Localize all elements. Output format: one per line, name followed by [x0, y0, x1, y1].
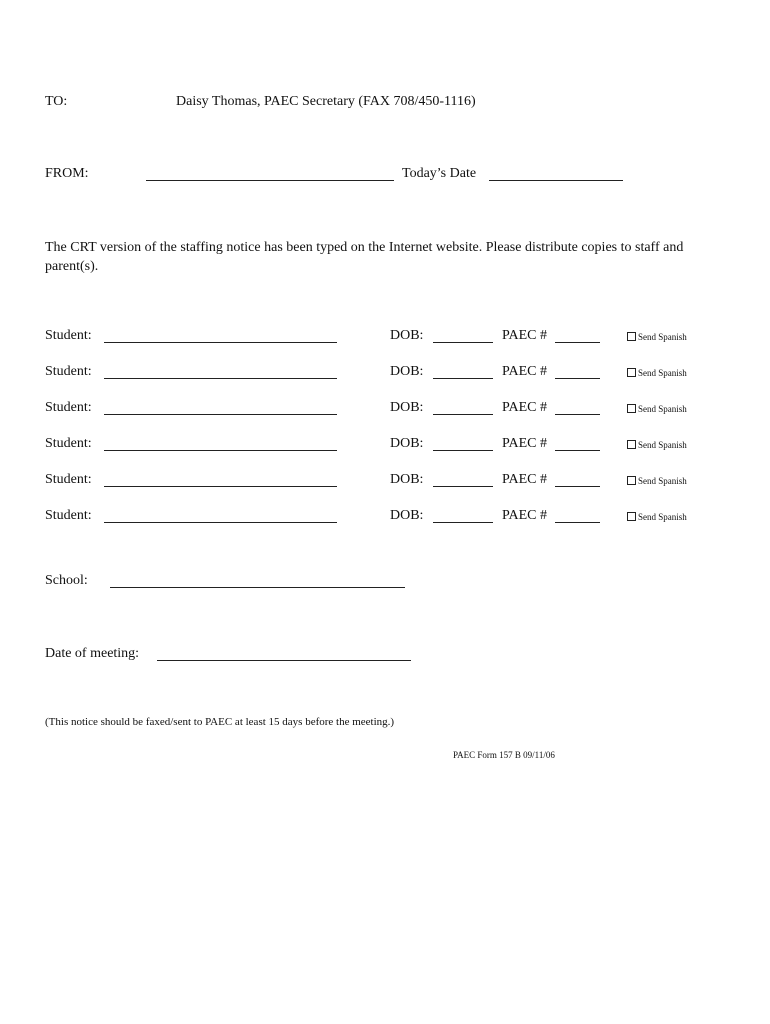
- send-spanish-label: Send Spanish: [638, 368, 687, 378]
- dob-label: DOB:: [390, 328, 424, 343]
- checkbox-icon: [627, 512, 636, 521]
- dob-label: DOB:: [390, 364, 424, 379]
- todays-date-label: Today’s Date: [402, 166, 477, 181]
- student-label: Student:: [45, 328, 92, 343]
- student-label: Student:: [45, 472, 92, 487]
- dob-field[interactable]: [433, 342, 493, 343]
- dob-label: DOB:: [390, 508, 424, 523]
- student-row: [0, 508, 770, 528]
- faxing-notice: (This notice should be faxed/sent to PAEC at least 15 days before the meeting.): [45, 716, 395, 728]
- meeting-date-field[interactable]: [157, 660, 411, 661]
- student-label: Student:: [45, 436, 92, 451]
- checkbox-icon: [627, 368, 636, 377]
- student-row: [0, 400, 770, 420]
- paec-number-field[interactable]: [555, 450, 600, 451]
- send-spanish-checkbox[interactable]: [627, 332, 687, 342]
- dob-field[interactable]: [433, 450, 493, 451]
- dob-label: DOB:: [390, 400, 424, 415]
- school-label: School:: [45, 573, 88, 588]
- dob-field[interactable]: [433, 522, 493, 523]
- paec-number-label: PAEC #: [502, 508, 548, 523]
- send-spanish-label: Send Spanish: [638, 332, 687, 342]
- send-spanish-label: Send Spanish: [638, 512, 687, 522]
- form-identifier: PAEC Form 157 B 09/11/06: [453, 750, 555, 760]
- checkbox-icon: [627, 440, 636, 449]
- paec-number-label: PAEC #: [502, 472, 548, 487]
- student-label: Student:: [45, 400, 92, 415]
- todays-date-field[interactable]: [489, 180, 623, 181]
- send-spanish-label: Send Spanish: [638, 476, 687, 486]
- student-name-field[interactable]: [104, 414, 337, 415]
- student-name-field[interactable]: [104, 486, 337, 487]
- from-label: FROM:: [45, 166, 89, 181]
- send-spanish-checkbox[interactable]: [627, 512, 687, 522]
- paec-number-field[interactable]: [555, 378, 600, 379]
- dob-field[interactable]: [433, 486, 493, 487]
- student-row: [0, 364, 770, 384]
- checkbox-icon: [627, 404, 636, 413]
- dob-field[interactable]: [433, 378, 493, 379]
- student-row: [0, 328, 770, 348]
- send-spanish-label: Send Spanish: [638, 404, 687, 414]
- school-field[interactable]: [110, 587, 405, 588]
- dob-field[interactable]: [433, 414, 493, 415]
- send-spanish-checkbox[interactable]: [627, 476, 687, 486]
- checkbox-icon: [627, 332, 636, 341]
- student-label: Student:: [45, 508, 92, 523]
- student-row: [0, 472, 770, 492]
- paec-number-field[interactable]: [555, 414, 600, 415]
- dob-label: DOB:: [390, 436, 424, 451]
- to-recipient: Daisy Thomas, PAEC Secretary (FAX 708/450-1116): [176, 94, 476, 109]
- send-spanish-checkbox[interactable]: [627, 440, 687, 450]
- to-label: TO:: [45, 94, 68, 109]
- dob-label: DOB:: [390, 472, 424, 487]
- paec-number-label: PAEC #: [502, 364, 548, 379]
- paec-number-label: PAEC #: [502, 400, 548, 415]
- student-name-field[interactable]: [104, 378, 337, 379]
- student-name-field[interactable]: [104, 450, 337, 451]
- paec-number-field[interactable]: [555, 486, 600, 487]
- student-row: [0, 436, 770, 456]
- paec-number-label: PAEC #: [502, 328, 548, 343]
- meeting-date-label: Date of meeting:: [45, 646, 140, 661]
- student-label: Student:: [45, 364, 92, 379]
- send-spanish-checkbox[interactable]: [627, 404, 687, 414]
- student-name-field[interactable]: [104, 342, 337, 343]
- paec-number-label: PAEC #: [502, 436, 548, 451]
- send-spanish-checkbox[interactable]: [627, 368, 687, 378]
- checkbox-icon: [627, 476, 636, 485]
- instructions-paragraph: The CRT version of the staffing notice has been typed on the Internet website. Please distribute copies to staff and parent(s).: [45, 240, 684, 274]
- paec-number-field[interactable]: [555, 522, 600, 523]
- send-spanish-label: Send Spanish: [638, 440, 687, 450]
- from-field[interactable]: [146, 180, 394, 181]
- paec-number-field[interactable]: [555, 342, 600, 343]
- student-name-field[interactable]: [104, 522, 337, 523]
